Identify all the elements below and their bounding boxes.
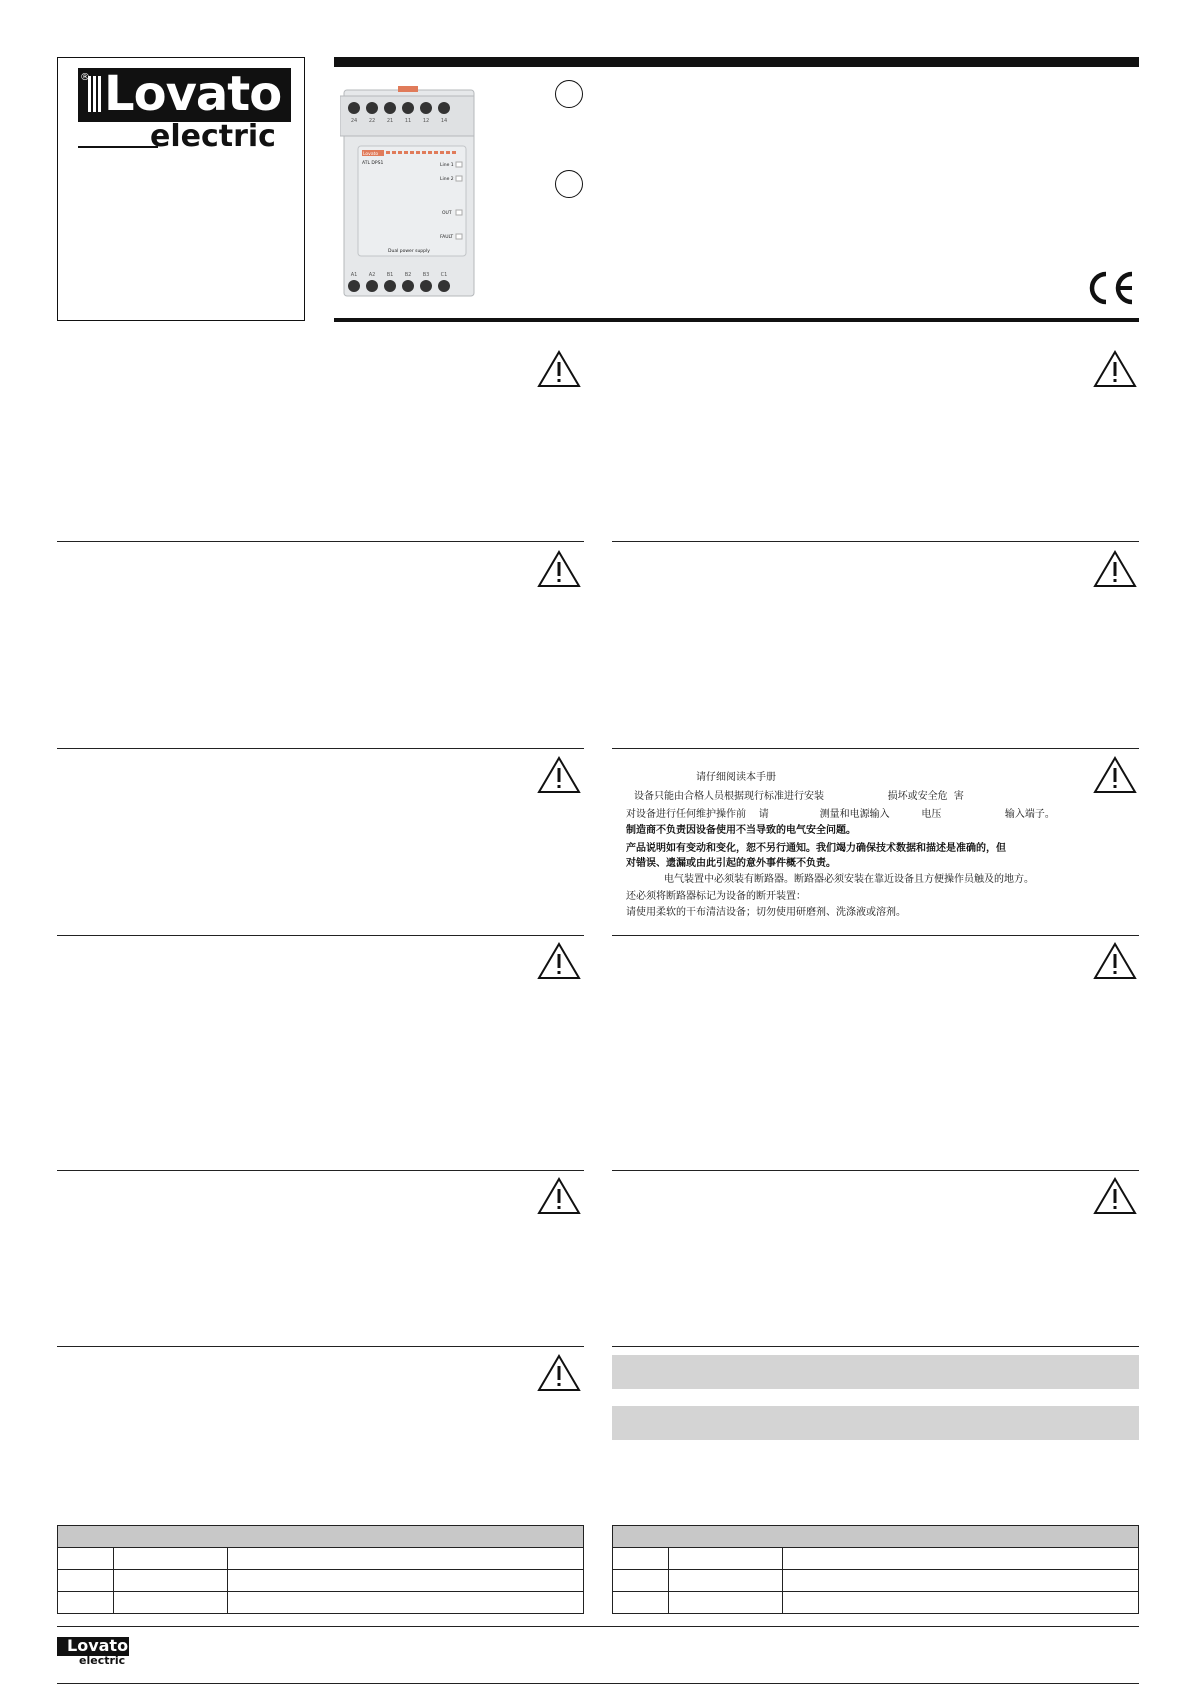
table-row: [58, 1592, 584, 1614]
table-cell: [783, 1570, 1139, 1592]
table-row: [613, 1548, 1139, 1570]
brand-subtitle: electric: [150, 119, 276, 154]
section-rule: [57, 541, 584, 542]
led-label: Line 1: [440, 163, 454, 168]
chinese-warning-line: 电气装置中必须装有断路器。断路器必须安装在靠近设备且方便操作员触及的地方。: [664, 874, 1034, 885]
table-header-cell: [58, 1526, 584, 1548]
table-header-row: [613, 1526, 1139, 1548]
chinese-warning-line: 请仔细阅读本手册: [696, 772, 776, 783]
revision-table: [612, 1525, 1139, 1614]
chinese-warning-line: 还必须将断路器标记为设备的断开装置：: [626, 891, 806, 902]
warning-icon: [1093, 756, 1137, 794]
terminal-label: B1: [386, 272, 394, 278]
table-cell: [114, 1570, 228, 1592]
language-flag-circle: [555, 80, 583, 108]
section-rule: [612, 935, 1139, 936]
warning-icon: [537, 756, 581, 794]
terminal-label: B2: [404, 272, 412, 278]
terminal-label: A2: [368, 272, 376, 278]
table-row: [58, 1548, 584, 1570]
table-cell: [669, 1548, 783, 1570]
registered-mark: ®: [80, 72, 90, 83]
table-cell: [114, 1592, 228, 1614]
terminal-label: 11: [404, 118, 412, 124]
table-row: [58, 1570, 584, 1592]
table-row: [613, 1570, 1139, 1592]
product-brand-label: Lovato: [363, 152, 379, 157]
terminal-label: 12: [422, 118, 430, 124]
warning-icon: [537, 1354, 581, 1392]
table-cell: [228, 1592, 584, 1614]
table-cell: [58, 1592, 114, 1614]
warning-icon: [1093, 350, 1137, 388]
section-rule: [57, 935, 584, 936]
language-flag-circle: [555, 170, 583, 198]
chinese-warning-line: 产品说明如有变动和变化，恕不另行通知。我们竭力确保技术数据和描述是准确的，但: [626, 843, 1006, 854]
revision-table: [57, 1525, 584, 1614]
section-rule: [612, 1346, 1139, 1347]
terminal-label: A1: [350, 272, 358, 278]
table-cell: [613, 1592, 669, 1614]
warning-icon: [537, 350, 581, 388]
warning-icon: [1093, 550, 1137, 588]
section-rule: [57, 1170, 584, 1171]
product-image: [340, 86, 480, 300]
terminal-label: 24: [350, 118, 358, 124]
footer-rule: [57, 1626, 1139, 1627]
section-header-bar: [612, 1355, 1139, 1389]
terminal-label: B3: [422, 272, 430, 278]
section-rule: [612, 1170, 1139, 1171]
footer-brand-subtitle: electric: [79, 1654, 126, 1667]
chinese-warning-line: 对错误、遗漏或由此引起的意外事件概不负责。: [626, 858, 836, 869]
table-cell: [613, 1548, 669, 1570]
terminal-label: 21: [386, 118, 394, 124]
table-header-cell: [613, 1526, 1139, 1548]
terminal-label: 22: [368, 118, 376, 124]
product-caption: Dual power supply: [388, 249, 430, 254]
header-divider: [334, 318, 1139, 322]
warning-icon: [1093, 942, 1137, 980]
led-label: FAULT: [440, 235, 454, 240]
section-rule: [612, 541, 1139, 542]
section-rule: [57, 748, 584, 749]
chinese-warning-line: 设备只能由合格人员根据现行标准进行安装 损坏或安全危 害: [634, 791, 964, 802]
table-cell: [669, 1570, 783, 1592]
logo-mark-icon: [88, 72, 102, 116]
table-row: [613, 1592, 1139, 1614]
footer-brand-name: Lovato: [67, 1636, 129, 1655]
chinese-warning-line: 请使用柔软的干布清洁设备；切勿使用研磨剂、洗涤液或溶剂。: [626, 907, 906, 918]
led-label: OUT: [442, 211, 452, 216]
logo-underline: [78, 146, 158, 148]
product-model-label: ATL DPS1: [362, 161, 384, 166]
section-rule: [57, 1346, 584, 1347]
terminal-label: 14: [440, 118, 448, 124]
chinese-warning-line: 制造商不负责因设备使用不当导致的电气安全问题。: [626, 825, 856, 836]
chinese-warning-line: 对设备进行任何维护操作前 请 测量和电源输入 电压 输入端子。: [626, 809, 1055, 820]
header-bar: [334, 57, 1139, 67]
table-cell: [58, 1548, 114, 1570]
brand-name: Lovato: [104, 66, 282, 122]
warning-icon: [537, 942, 581, 980]
led-label: Line 2: [440, 177, 454, 182]
table-cell: [669, 1592, 783, 1614]
table-cell: [228, 1570, 584, 1592]
table-cell: [783, 1592, 1139, 1614]
terminal-label: C1: [440, 272, 448, 278]
section-header-bar: [612, 1406, 1139, 1440]
warning-icon: [1093, 1177, 1137, 1215]
table-cell: [783, 1548, 1139, 1570]
ce-mark-icon: [1082, 268, 1136, 308]
table-header-row: [58, 1526, 584, 1548]
table-cell: [114, 1548, 228, 1570]
footer-bottom-rule: [57, 1683, 1139, 1684]
table-cell: [58, 1570, 114, 1592]
table-cell: [613, 1570, 669, 1592]
section-rule: [612, 748, 1139, 749]
warning-icon: [537, 1177, 581, 1215]
table-cell: [228, 1548, 584, 1570]
warning-icon: [537, 550, 581, 588]
